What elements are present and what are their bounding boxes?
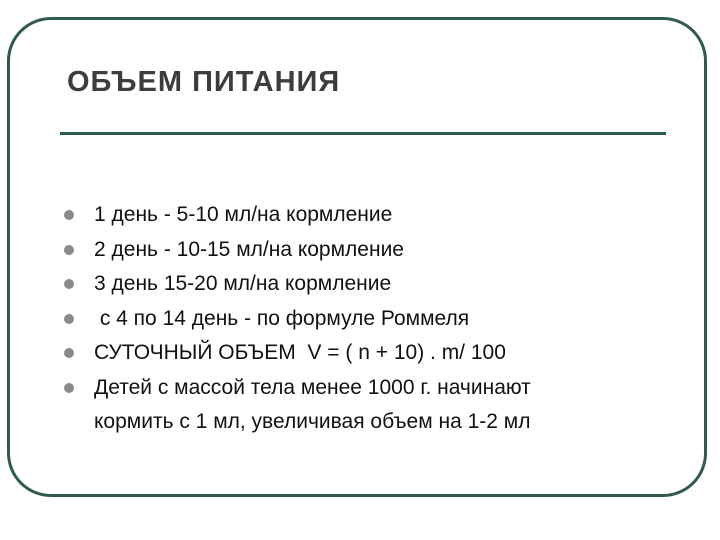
- list-item-text: 2 день - 10-15 мл/на кормление: [94, 237, 404, 261]
- bullet-icon: [64, 314, 74, 324]
- list-item-text: 3 день 15-20 мл/на кормление: [94, 272, 392, 295]
- list-item-text: 1 день - 5-10 мл/на кормление: [94, 203, 393, 226]
- bullet-icon: [64, 245, 74, 255]
- bullet-icon: [64, 348, 74, 358]
- list-item-text-continued: кормить с 1 мл, увеличивая объем на 1-2 мл: [94, 410, 531, 433]
- list-item: [64, 233, 674, 268]
- slide-title: ОБЪЕМ ПИТАНИЯ: [67, 66, 341, 98]
- title-divider: [60, 132, 666, 135]
- list-item-text: с 4 по 14 день - по формуле Роммеля: [94, 306, 470, 330]
- list-item: [64, 198, 674, 233]
- list-item: [64, 371, 674, 440]
- bullet-icon: [64, 279, 74, 289]
- list-item: [64, 336, 674, 371]
- list-item-text: Детей с массой тела менее 1000 г. начинают: [94, 375, 531, 399]
- list-item: [64, 302, 674, 337]
- bullet-icon: [64, 210, 74, 220]
- list-item-text: СУТОЧНЫЙ ОБЪЕМ V = ( n + 10) . m/ 100: [94, 341, 506, 364]
- bullet-icon: [64, 383, 74, 393]
- list-item: [64, 267, 674, 302]
- bullet-list: [64, 198, 674, 440]
